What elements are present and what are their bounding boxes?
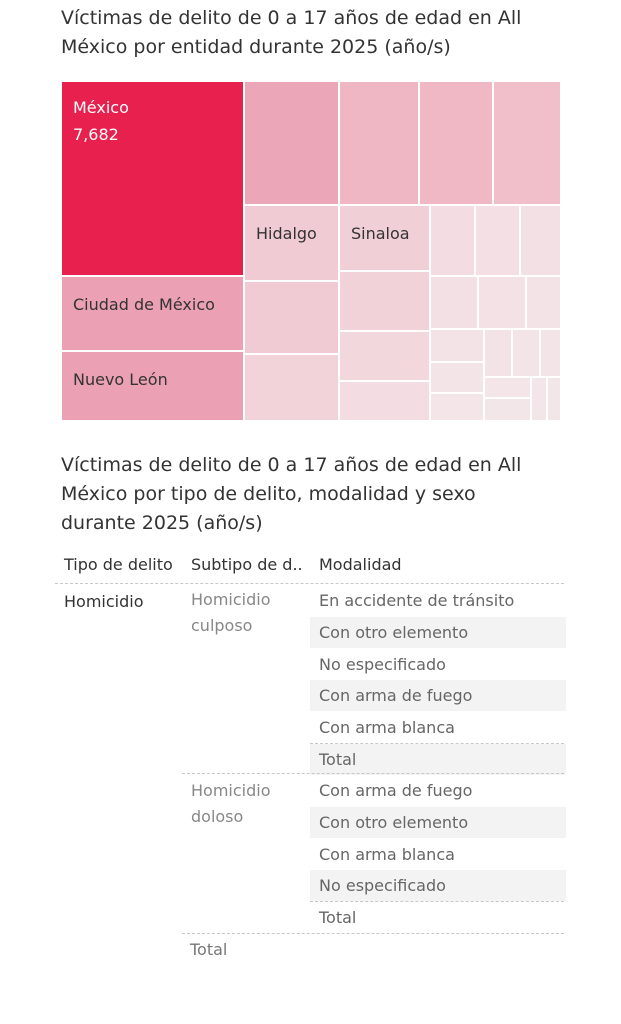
treemap-cell[interactable]	[431, 206, 474, 275]
modalidad-cell[interactable]: Con otro elemento	[319, 812, 469, 832]
modalidad-cell[interactable]: Total	[319, 750, 357, 769]
tipo-cell[interactable]: Homicidio	[64, 592, 144, 611]
treemap-cell[interactable]	[485, 378, 530, 397]
treemap-cell[interactable]	[476, 206, 519, 275]
treemap-cell-label: Ciudad de México	[73, 295, 215, 314]
header-divider	[55, 583, 564, 584]
treemap-cell[interactable]	[340, 82, 418, 204]
modalidad-cell[interactable]: Total	[319, 908, 357, 928]
treemap-cell[interactable]	[340, 332, 429, 380]
treemap-cell[interactable]	[485, 330, 511, 376]
modalidad-cell[interactable]: Con arma de fuego	[319, 686, 473, 706]
treemap-cell[interactable]	[245, 82, 338, 204]
modalidad-cell[interactable]: No especificado	[319, 654, 446, 674]
subtipo-cell-culposo[interactable]	[191, 587, 270, 639]
treemap-cell[interactable]	[521, 206, 560, 275]
treemap-cell[interactable]	[431, 394, 483, 420]
modalidad-cell[interactable]: En accidente de tránsito	[319, 591, 515, 610]
modalidad-cell[interactable]: No especificado	[319, 876, 446, 896]
treemap-cell[interactable]	[540, 405, 546, 410]
cut-off-row: Total	[190, 940, 228, 959]
total-divider	[310, 901, 564, 902]
treemap-cell-label: Nuevo León	[73, 370, 168, 389]
treemap-cell[interactable]	[513, 330, 539, 376]
treemap-cell[interactable]	[532, 410, 546, 420]
treemap-cell[interactable]	[431, 363, 483, 392]
treemap-cell[interactable]	[245, 355, 338, 420]
modalidad-cell[interactable]: Con arma blanca	[319, 718, 455, 738]
subtipo-line: culposo	[191, 616, 253, 635]
subtipo-line: doloso	[191, 807, 244, 826]
treemap-cell[interactable]	[340, 382, 429, 420]
treemap-cell[interactable]	[494, 82, 560, 204]
group-divider	[182, 773, 564, 774]
modalidad-cell[interactable]: Con arma blanca	[319, 844, 455, 864]
subtipo-cell-doloso[interactable]	[191, 778, 270, 830]
treemap-cell-value: 7,682	[73, 125, 119, 144]
treemap-cell[interactable]	[431, 330, 483, 361]
treemap-chart	[0, 0, 621, 440]
header-tipo-de-delito[interactable]: Tipo de delito	[64, 555, 173, 574]
treemap-cell[interactable]	[340, 272, 429, 330]
treemap-cell[interactable]	[245, 206, 338, 280]
subtipo-line: Homicidio	[191, 590, 271, 609]
treemap-cell-label: Sinaloa	[351, 224, 410, 243]
table-title: Víctimas de delito de 0 a 17 años de edad en All México por tipo de delito, modalidad y sexo durante 2025 (año/s)	[61, 454, 522, 534]
treemap-cell-label: México	[73, 98, 129, 117]
modalidad-cell[interactable]: Con otro elemento	[319, 622, 469, 642]
treemap-cell[interactable]	[548, 410, 560, 420]
subtipo-line: Homicidio	[191, 781, 271, 800]
treemap-cell-label: Hidalgo	[256, 224, 317, 243]
treemap-cell[interactable]	[420, 82, 492, 204]
header-subtipo-de-delito[interactable]: Subtipo de d..	[191, 555, 303, 574]
treemap-cell[interactable]	[245, 282, 338, 353]
treemap-cell[interactable]	[431, 277, 477, 328]
total-divider	[310, 743, 564, 744]
treemap-cell[interactable]	[527, 277, 560, 328]
treemap-cell[interactable]	[485, 399, 530, 420]
modalidad-cell[interactable]: Con arma de fuego	[319, 781, 473, 800]
treemap-cell[interactable]	[479, 277, 525, 328]
treemap-cell[interactable]	[541, 330, 560, 376]
header-modalidad[interactable]: Modalidad	[319, 555, 402, 574]
treemap-title: Víctimas de delito de 0 a 17 años de edad en All México por entidad durante 2025 (año/s)	[61, 7, 522, 58]
group-divider	[182, 933, 564, 934]
